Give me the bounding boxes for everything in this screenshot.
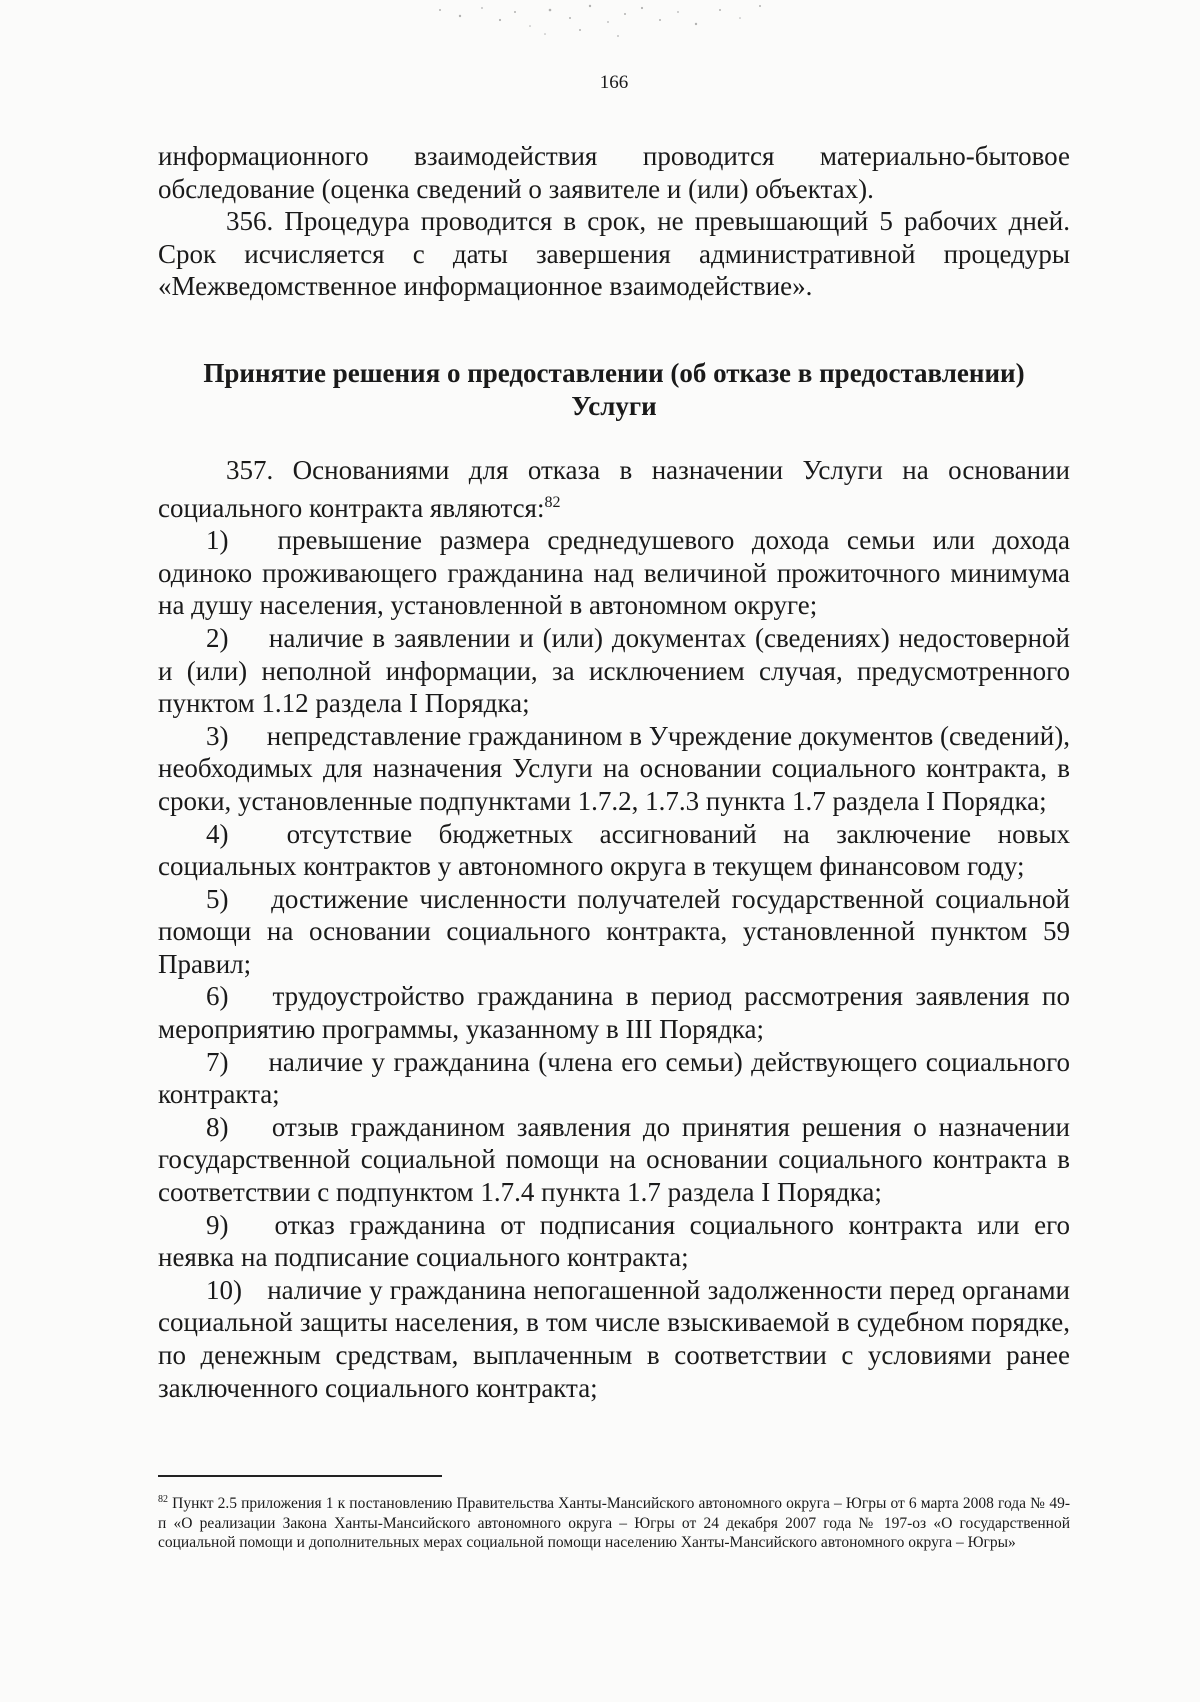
list-item-text: достижение численности получателей государственной социальной помощи на основании социального контракта, установленной пунктом 59 Правил; [158,883,1071,979]
list-item [158,1274,1070,1404]
list-item-number: 4) [206,818,229,849]
list-item-number: 10) [206,1274,242,1305]
footnote-reference: 82 [544,493,561,511]
list-item-number: 3) [206,720,229,751]
list-item-text: трудоустройство гражданина в период рассмотрения заявления по мероприятию программы, указанному в III Порядка; [158,981,1071,1045]
list-item-text: наличие у гражданина (члена его семьи) действующего социального контракта; [158,1046,1071,1110]
list-item [158,980,1070,1045]
list-item [158,1209,1070,1274]
list-item-text: непредставление гражданином в Учреждение документов (сведений), необходимых для назначения Услуги на основании социального контракта, в сроки, установленные подпунктами 1.7.2, 1.7.3 пункта 1.7 раздела I Порядка; [158,720,1071,816]
paragraph-357-text: 357. Основаниями для отказа в назначении Услуги на основании социального контракта являются: [158,454,1070,523]
footnote-text: Пункт 2.5 приложения 1 к постановлению Правительства Ханты-Мансийского автономного округа – Югры от 6 марта 2008 года № 49-п «О реализации Закона Ханты-Мансийского автономного округа – Югры от 24 декабря 2007 года № 197-оз «О государственной социальной помощи и дополнительных мерах социальной помощи населению Ханты-Мансийского автономного округа – Югры» [158,1495,1070,1552]
list-item-text: превышение размера среднедушевого дохода семьи или дохода одиноко проживающего гражданина над величиной прожиточного минимума на душу населения, установленной в автономном округе; [158,525,1070,621]
list-item-number: 9) [206,1209,229,1240]
scan-noise-decoration [420,0,780,70]
list-item-number: 2) [206,622,229,653]
list-item-number: 6) [206,981,229,1012]
list-item [158,1111,1070,1209]
list-item-number: 1) [206,525,229,556]
list-item-text: наличие у гражданина непогашенной задолженности перед органами социальной защиты населения, в том числе взыскиваемой в судебном порядке, по денежным средствам, выплаченным в соответствии с условиями ранее заключенного социального контракта; [158,1274,1070,1403]
list-item [158,1046,1070,1111]
list-item-text: отзыв гражданином заявления до принятия решения о назначении государственной социальной помощи на основании социального контракта в соответствии с подпунктом 1.7.4 пункта 1.7 раздела I Порядка; [158,1111,1070,1208]
footnote-separator [158,1475,442,1477]
paragraph-357 [158,454,1070,524]
list-item-text: наличие в заявлении и (или) документах (сведениях) недостоверной и (или) неполной информации, за исключением случая, предусмотренного пунктом 1.12 раздела I Порядка; [158,622,1070,719]
list-item [158,622,1070,720]
page-number: 166 [599,72,629,93]
list-item [158,720,1070,818]
list-item-number: 7) [206,1046,229,1077]
list-item [158,818,1070,883]
section-heading: Принятие решения о предоставлении (об отказе в предоставлении) Услуги [203,357,1025,421]
list-item [158,883,1070,981]
paragraph-356: 356. Процедура проводится в срок, не превышающий 5 рабочих дней. Срок исчисляется с даты завершения административной процедуры «Межведомственное информационное взаимодействие». [158,206,1070,302]
list-item-number: 8) [206,1111,229,1142]
paragraph-continuation: информационного взаимодействия проводится материально-бытовое обследование (оценка сведений о заявителе и (или) объектах). [158,141,1070,204]
refusal-grounds-list [158,524,1070,1404]
list-item [158,524,1070,622]
footnote-mark: 82 [158,1494,168,1505]
list-item-number: 5) [206,883,229,914]
list-item-text: отсутствие бюджетных ассигнований на заключение новых социальных контрактов у автономного округа в текущем финансовом году; [158,818,1070,882]
footnote [158,1490,1070,1553]
document-body [158,140,1070,1404]
list-item-text: отказ гражданина от подписания социального контракта или его неявка на подписание социального контракта; [158,1209,1070,1273]
